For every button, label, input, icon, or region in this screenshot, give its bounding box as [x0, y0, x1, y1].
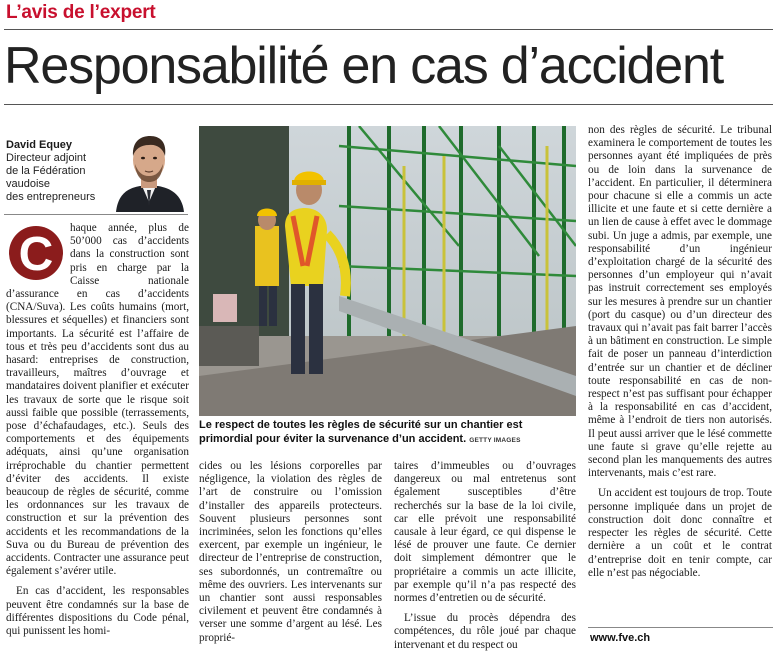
article-column-4: [588, 124, 772, 580]
article-column-1: [6, 222, 189, 638]
paragraph: En cas d’accident, les responsables peuvent être condamnés sur la base de différentes dispositions du Code pénal, qui punissent les homi-: [6, 585, 189, 638]
section-rubric: L’avis de l’expert: [6, 2, 156, 23]
paragraph: haque année, plus de 50’000 cas d’accidents dans la construction sont pris en charge par la Caisse nationale d’assurance en cas d’accidents (CNA/Suva). Les coûts humains (mort, blessures et séquelles) et financiers sont importants. La sécurité est l’affaire de tous et très peu d’accidents sont dus au hasard: entreprises de construction, travailleurs, maîtres d’ouvrage et mandataires doivent planifier et exécuter les travaux de sorte que le risque soit aussi faible que possible (terrassements, pose d’échafaudages, etc.). Seuls des comportements et des équipements adéquats, ainsi qu’une organisation irréprochable du chantier permettent d’éviter des accidents. Il existe beaucoup de règles de sécurité, comme les ordonnances sur les travaux de construction et sur la prévention des accidents et les recommandations de la Suva ou du Bureau de prévention des accidents. Contracter une assurance peut également s’avérer utile.: [6, 222, 189, 578]
footer-divider: [588, 627, 773, 628]
author-role-line: de la Fédération: [6, 165, 86, 177]
footer-url[interactable]: www.fve.ch: [590, 632, 651, 644]
photo-credit: GETTY IMAGES: [469, 437, 521, 444]
paragraph: taires d’immeubles ou d’ouvrages dangereux ou mal entretenus sont également susceptibles d’être recherchés sur la base de la loi civile, car elle prévoit une responsabilité causale à leur égard, ce qui dispense le lésé de prouver une faute. Ce dernier doit simplement démontrer que le propriétaire a commis un acte illicite, par exemple qu’il n’a pas respecté des normes d’entretien ou de sécurité.: [394, 460, 576, 605]
construction-site-image: [199, 126, 576, 416]
article-column-2: [199, 460, 382, 645]
paragraph: cides ou les lésions corporelles par négligence, la violation des règles de l’art de construire ou l’omission d’installer des appareils protecteurs. Souvent plusieurs personnes sont incriminées, selon les fonctions qu’elles exercent, par exemple un ingénieur, le directeur de l’entreprise de construction, ses subordonnés, un contremaître ou même des ouvriers. Les intervenants sur un chantier sont aussi responsables civilement et peuvent être condamnés à verser une somme d’argent au lésé. Les proprié-: [199, 460, 382, 644]
author-portrait: [110, 128, 188, 212]
author-block: [6, 138, 124, 204]
photo-caption: [199, 418, 576, 448]
author-role-line: des entrepreneurs: [6, 191, 96, 203]
caption-text: Le respect de toutes les règles de sécurité sur un chantier est primordial pour éviter la survenance d’un accident.: [199, 419, 523, 445]
paragraph: L’issue du procès dépendra des compétences, du rôle joué par chaque intervenant et du respect ou: [394, 612, 576, 651]
paragraph: Un accident est toujours de trop. Toute personne impliquée dans un projet de construction doit donc connaître et respecter les règles de sécurité. Cette dernière a un coût et le contrat d’entreprise doit en tenir compte, car elle n’est pas négociable.: [588, 487, 772, 579]
author-role-line: vaudoise: [6, 178, 51, 190]
paragraph: non des règles de sécurité. Le tribunal examinera le comportement de toutes les personnes ayant été impliquées de près ou de loin dans la survenance de l’accident. En particulier, il déterminera pour chacune si elle a commis un acte illicite et une faute et si cette dernière a un lien de cause à effet avec le dommage subi. Un juge a admis, par exemple, une responsabilité d’un ingénieur d’exploitation chargé de la sécurité des personnes d’un employeur qui n’avait pas instruit correctement ses employés sur les mesures à prendre sur un chantier (port du casque) ou d’un directeur des travaux qui n’avait pas fait barrer l’accès à un bâtiment en construction. Le simple fait de poser un panneau d’interdiction d’entrée sur un chantier et de décliner toute responsabilité en cas de non-respect n’est pas suffisant pour échapper à la responsabilité en cas d’accident, même à l’endroit de tiers non autorisés. Il peut aussi arriver que le lésé commette une faute si grave qu’elle rejette au second plan les manquements des autres intervenants, mais c’est rare.: [588, 124, 772, 480]
dropcap-c: [6, 224, 64, 282]
dropcap-letter: C: [18, 228, 54, 281]
headline-divider: [4, 104, 773, 105]
construction-photo: [199, 126, 576, 416]
article-headline: Responsabilité en cas d’accident: [4, 37, 723, 95]
article-column-3: [394, 460, 576, 652]
rubric-divider: [4, 29, 773, 30]
author-name: David Equey: [6, 139, 73, 151]
author-divider: [4, 214, 188, 215]
author-role-line: Directeur adjoint: [6, 152, 87, 164]
